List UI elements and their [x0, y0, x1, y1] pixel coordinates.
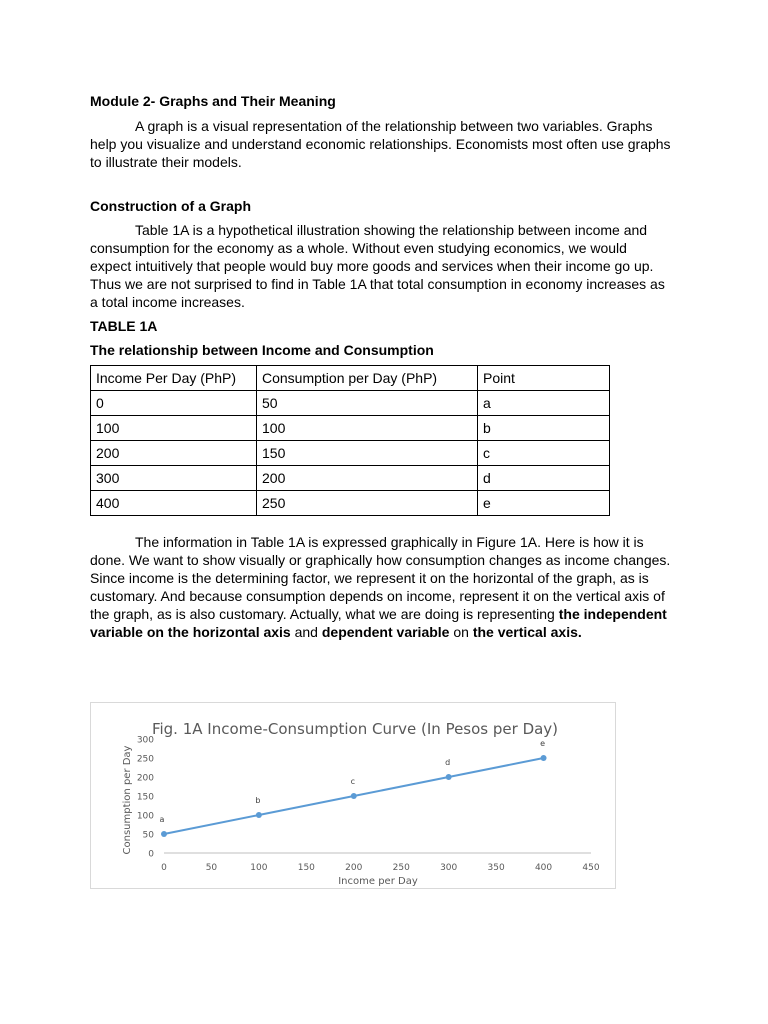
chart-y-tick-label: 0	[148, 849, 154, 860]
chart-y-tick-label: 250	[136, 754, 154, 765]
chart-y-tick-label: 200	[136, 773, 154, 784]
table-cell: 200	[257, 466, 478, 491]
chart-y-axis-label: Consumption per Day	[122, 745, 133, 855]
table-label: TABLE 1A	[90, 318, 158, 334]
chart-point-label: b	[255, 796, 261, 805]
table-cell: a	[478, 391, 610, 416]
chart-point-label: a	[159, 815, 165, 824]
table-cell: e	[478, 491, 610, 516]
module-title: Module 2- Graphs and Their Meaning	[90, 93, 336, 109]
chart-y-tick-label: 300	[136, 735, 154, 746]
chart-point-label: d	[445, 758, 451, 767]
explain-text-3: on	[449, 624, 473, 640]
chart-y-tick-label: 50	[142, 830, 154, 841]
explain-text-1: The information in Table 1A is expressed graphically in Figure 1A. Here is how it is done. We want to show visually or graphically how consumption changes as income changes. Since income is the determining factor, we represent it on the horizontal of the graph, as is customary. And because consumption depends on income, represent it on the vertical axis of the graph, as is also customary. Actually, what we are doing is representing	[90, 534, 671, 622]
chart-x-tick-label: 300	[440, 863, 458, 873]
chart-y-tick-label: 100	[136, 811, 154, 822]
income-consumption-chart	[90, 702, 616, 889]
table-cell: 100	[257, 416, 478, 441]
chart-x-ticks	[161, 863, 600, 873]
chart-svg	[91, 703, 615, 888]
table-cell: 100	[91, 416, 257, 441]
chart-x-tick-label: 50	[205, 863, 218, 873]
table-cell: 250	[257, 491, 478, 516]
table-header-row	[91, 366, 610, 391]
chart-x-tick-label: 400	[534, 863, 553, 873]
chart-x-tick-label: 100	[250, 863, 268, 873]
table-header-cell: Income Per Day (PhP)	[91, 366, 257, 391]
table-row	[91, 441, 610, 466]
explain-paragraph	[90, 533, 682, 641]
chart-point-label: c	[350, 777, 355, 786]
table-header-cell: Point	[478, 366, 610, 391]
table-caption: The relationship between Income and Consumption	[90, 342, 434, 358]
table-cell: b	[478, 416, 610, 441]
explain-bold-3: the vertical axis.	[472, 624, 582, 640]
table-cell: 0	[91, 391, 257, 416]
chart-point-label: e	[540, 739, 546, 748]
chart-x-tick-label: 250	[392, 863, 410, 873]
explain-text-2: and	[290, 624, 322, 640]
table-row	[91, 491, 610, 516]
table-cell: 150	[257, 441, 478, 466]
chart-x-tick-label: 200	[345, 863, 363, 873]
explain-bold-1: the independent variable on the horizontal axis	[90, 606, 667, 640]
table-cell: 300	[91, 466, 257, 491]
explain-bold-2: dependent variable	[321, 624, 450, 640]
table-row	[91, 416, 610, 441]
chart-x-tick-label: 350	[487, 863, 505, 873]
chart-data-point	[161, 831, 167, 837]
chart-data-point	[256, 812, 262, 818]
chart-title: Fig. 1A Income-Consumption Curve (In Pesos per Day)	[151, 720, 559, 738]
chart-x-tick-label: 150	[297, 863, 315, 873]
table-cell: 400	[91, 491, 257, 516]
chart-x-tick-label: 450	[582, 863, 600, 873]
section-paragraph: Table 1A is a hypothetical illustration showing the relationship between income and consumption for the economy as a whole. Without even studying economics, we would expect intuitively that people would buy more goods and services when their income go up. Thus we are not surprised to find in Table 1A that total consumption in economy increases as a total income increases.	[90, 222, 665, 310]
table-cell: d	[478, 466, 610, 491]
table-cell: 50	[257, 391, 478, 416]
section-title: Construction of a Graph	[90, 198, 251, 214]
chart-y-ticks	[137, 736, 154, 860]
chart-x-axis-label: Income per Day	[338, 876, 418, 887]
table-cell: 200	[91, 441, 257, 466]
chart-data-point	[541, 755, 547, 761]
table-cell: c	[478, 441, 610, 466]
chart-data-point	[351, 793, 357, 799]
chart-y-tick-label: 150	[136, 792, 154, 803]
chart-data-point	[446, 774, 452, 780]
table-row	[91, 391, 610, 416]
chart-x-tick-label: 0	[161, 863, 167, 873]
table-row	[91, 466, 610, 491]
income-consumption-table	[90, 365, 610, 516]
table-header-cell: Consumption per Day (PhP)	[257, 366, 478, 391]
intro-paragraph: A graph is a visual representation of the relationship between two variables. Graphs help you visualize and understand economic relationships. Economists most often use graphs to illustrate their models.	[90, 118, 671, 170]
